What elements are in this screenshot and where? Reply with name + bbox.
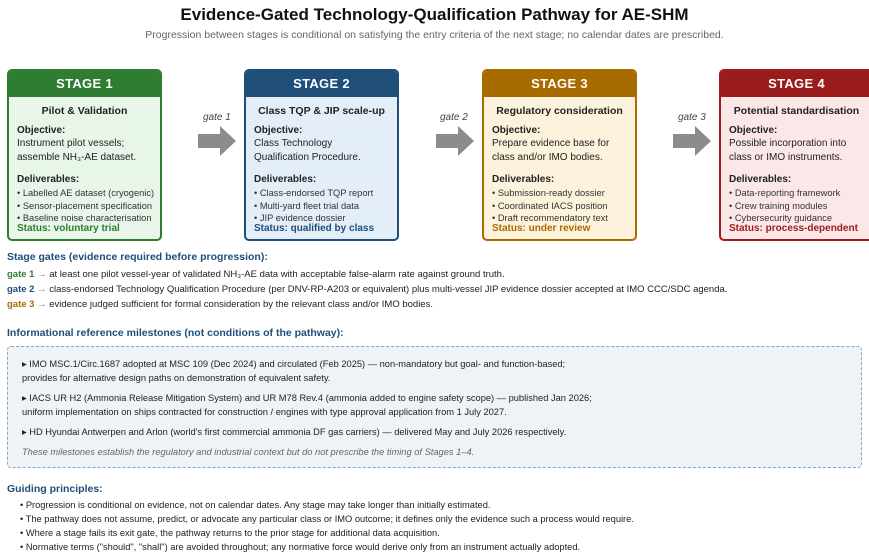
milestones-heading: Informational reference milestones (not conditions of the pathway): bbox=[7, 327, 344, 339]
stage-1-objective-line: assemble NH₃-AE dataset. bbox=[17, 151, 137, 163]
stage-4-objective bbox=[729, 137, 869, 164]
milestone-line: ▸ HD Hyundai Antwerpen and Arlon (world's first commercial ammonia DF gas carriers) — delivered May and July 2026 respectively. bbox=[22, 427, 567, 437]
stage-1-deliverables bbox=[17, 187, 160, 225]
gate-criterion-label: gate 3 bbox=[7, 299, 35, 310]
stage-4-deliverables bbox=[729, 187, 869, 225]
stage-3-card bbox=[482, 69, 637, 241]
stage-1-objective bbox=[17, 137, 160, 164]
stage-1-objective-line: Instrument pilot vessels; bbox=[17, 138, 125, 149]
stage-4-objective-label: Objective: bbox=[729, 125, 778, 136]
stage-3-header: STAGE 3 bbox=[484, 71, 635, 97]
milestone-item bbox=[22, 357, 565, 385]
milestone-item bbox=[22, 391, 592, 419]
gate-criterion bbox=[7, 299, 433, 310]
gate-criterion-text: at least one pilot vessel-year of validated NH₃-AE data with acceptable false-alarm rate against ground truth. bbox=[49, 269, 505, 280]
gate-3-arrow-icon bbox=[673, 126, 711, 156]
milestone-line: ▸ IMO MSC.1/Circ.1687 adopted at MSC 109 (Dec 2024) and circulated (Feb 2025) — non-mandatory but goal- and function-based; bbox=[22, 359, 566, 369]
deliverable-item: • Data-reporting framework bbox=[729, 187, 869, 200]
deliverable-item: • Draft recommendatory text bbox=[492, 212, 635, 225]
stage-3-objective-line: class and/or IMO bodies. bbox=[492, 151, 603, 163]
deliverable-item: • Coordinated IACS position bbox=[492, 200, 635, 213]
gate-criterion bbox=[7, 269, 505, 280]
milestone-line: provides for alternative design paths on demonstration of equivalent safety. bbox=[22, 373, 331, 383]
gate-2-label: gate 2 bbox=[440, 112, 468, 123]
deliverable-item: • Crew training modules bbox=[729, 200, 869, 213]
stage-3-objective-label: Objective: bbox=[492, 125, 541, 136]
stage-3-status: Status: under review bbox=[492, 223, 591, 234]
diagram-subtitle: Progression between stages is conditional on satisfying the entry criteria of the next stage; no calendar dates are prescribed. bbox=[145, 29, 724, 41]
stage-2-objective-label: Objective: bbox=[254, 125, 303, 136]
stage-4-subtitle: Potential standardisation bbox=[733, 105, 860, 117]
gate-criterion bbox=[7, 284, 727, 295]
stage-3-subtitle: Regulatory consideration bbox=[496, 105, 623, 117]
gate-criterion-text: evidence judged sufficient for formal consideration by the relevant class and/or IMO bodies. bbox=[49, 299, 433, 310]
deliverable-item: • Class-endorsed TQP report bbox=[254, 187, 397, 200]
stage-2-status: Status: qualified by class bbox=[254, 223, 375, 234]
gate-criterion-label: gate 2 bbox=[7, 284, 35, 295]
stage-2-deliverables-label: Deliverables: bbox=[254, 174, 317, 185]
stage-2-objective-line: Qualification Procedure. bbox=[254, 151, 361, 163]
deliverable-item: • Baseline noise characterisation bbox=[17, 212, 160, 225]
stage-1-objective-label: Objective: bbox=[17, 125, 66, 136]
stage-1-deliverables-label: Deliverables: bbox=[17, 174, 80, 185]
stage-gates-heading: Stage gates (evidence required before progression): bbox=[7, 251, 268, 263]
milestone-item bbox=[22, 425, 566, 439]
milestones-box bbox=[7, 346, 862, 468]
deliverable-item: • Submission-ready dossier bbox=[492, 187, 635, 200]
gate-criterion-text: class-endorsed Technology Qualification Procedure (per DNV-RP-A203 or equivalent) plus multi-vessel JIP evidence dossier accepted at IMO CCC/SDC agenda. bbox=[49, 284, 728, 295]
gate-1-label: gate 1 bbox=[203, 112, 231, 123]
principle-item: • Where a stage fails its exit gate, the pathway returns to the prior stage for additional data acquisition. bbox=[20, 528, 440, 538]
stage-3-deliverables bbox=[492, 187, 635, 225]
stage-4-objective-line: Possible incorporation into bbox=[729, 138, 847, 149]
stage-4-deliverables-label: Deliverables: bbox=[729, 174, 792, 185]
stage-3-deliverables-label: Deliverables: bbox=[492, 174, 555, 185]
principle-item: • Progression is conditional on evidence, not on calendar dates. Any stage may take longer than initially estimated. bbox=[20, 500, 490, 510]
milestone-line: ▸ IACS UR H2 (Ammonia Release Mitigation System) and UR M78 Rev.4 (ammonia added to engine safety scope) — published Jan 2026; bbox=[22, 393, 592, 403]
stage-4-status: Status: process-dependent bbox=[729, 223, 858, 234]
milestone-line: uniform implementation on ships contracted for construction / engines with type approval application from 1 July 2027. bbox=[22, 407, 507, 417]
stage-1-header: STAGE 1 bbox=[9, 71, 160, 97]
stage-2-header: STAGE 2 bbox=[246, 71, 397, 97]
arrow-right-icon: → bbox=[37, 284, 47, 295]
stage-1-subtitle: Pilot & Validation bbox=[41, 105, 128, 117]
gate-1-arrow-icon bbox=[198, 126, 236, 156]
deliverable-item: • Labelled AE dataset (cryogenic) bbox=[17, 187, 160, 200]
principles-heading: Guiding principles: bbox=[7, 483, 103, 495]
arrow-right-icon: → bbox=[37, 299, 47, 310]
gate-3-label: gate 3 bbox=[678, 112, 706, 123]
milestones-note: These milestones establish the regulatory and industrial context but do not prescribe the timing of Stages 1–4. bbox=[22, 447, 475, 457]
stage-4-header: STAGE 4 bbox=[721, 71, 869, 97]
deliverable-item: • Sensor-placement specification bbox=[17, 200, 160, 213]
deliverable-item: • Cybersecurity guidance bbox=[729, 212, 869, 225]
stage-4-card bbox=[719, 69, 869, 241]
stage-2-subtitle: Class TQP & JIP scale-up bbox=[258, 105, 385, 117]
principle-item: • The pathway does not assume, predict, or advocate any particular class or IMO outcome; it defines only the evidence such a process would require. bbox=[20, 514, 634, 524]
gate-2-arrow-icon bbox=[436, 126, 474, 156]
stage-1-card bbox=[7, 69, 162, 241]
arrow-right-icon: → bbox=[37, 269, 47, 280]
stage-2-deliverables bbox=[254, 187, 397, 225]
stage-2-card bbox=[244, 69, 399, 241]
diagram-title: Evidence-Gated Technology-Qualification Pathway for AE-SHM bbox=[180, 5, 689, 24]
stage-1-status: Status: voluntary trial bbox=[17, 223, 120, 234]
deliverable-item: • JIP evidence dossier bbox=[254, 212, 397, 225]
stage-3-objective bbox=[492, 137, 635, 164]
stage-2-objective bbox=[254, 137, 397, 164]
stage-2-objective-line: Class Technology bbox=[254, 138, 333, 149]
stage-4-objective-line: class or IMO instruments. bbox=[729, 151, 843, 163]
deliverable-item: • Multi-yard fleet trial data bbox=[254, 200, 397, 213]
principle-item: • Normative terms ("should", "shall") are avoided throughout; any normative force would derive only from an instrument actually adopted. bbox=[20, 542, 580, 552]
stage-3-objective-line: Prepare evidence base for bbox=[492, 138, 610, 149]
gate-criterion-label: gate 1 bbox=[7, 269, 35, 280]
